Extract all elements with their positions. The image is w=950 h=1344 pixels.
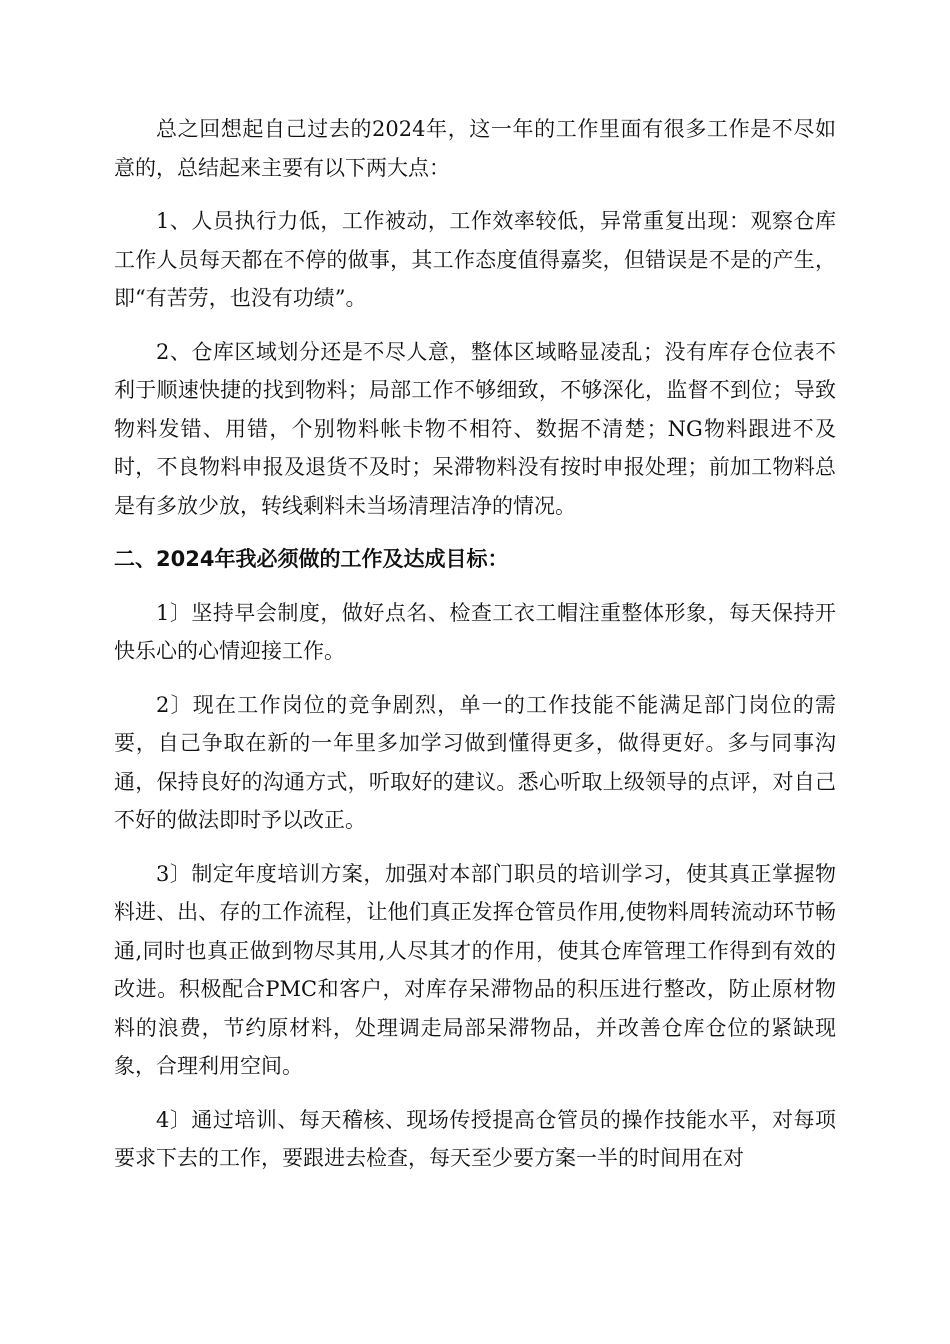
- list-item-goal-2: 2〕现在工作岗位的竞争剧烈，单一的工作技能不能满足部门岗位的需要，自己争取在新的一年里多加学习做到懂得更多，做得更好。多与同事沟通，保持良好的沟通方式，听取好的建议。悉心听取上级领导的点评，对自己不好的做法即时予以改正。: [114, 692, 836, 832]
- list-item-goal-3: 3〕制定年度培训方案，加强对本部门职员的培训学习，使其真正掌握物料进、出、存的工作流程，让他们真正发挥仓管员作用,使物料周转流动环节畅通,同时也真正做到物尽其用,人尽其才的作用，使其仓库管理工作得到有效的改进。积极配合PMC和客户，对库存呆滞物品的积压进行整改，防止原材物料的浪费，节约原材料，处理调走局部呆滞物品，并改善仓库仓位的紧缺现象，合理利用空间。: [114, 861, 836, 1078]
- paragraph-point-1: 1、人员执行力低，工作被动，工作效率较低，异常重复出现：观察仓库工作人员每天都在不停的做事，其工作态度值得嘉奖，但错误是不是的产生，即“有苦劳，也没有功绩”。: [114, 209, 836, 310]
- document-body: [114, 110, 836, 1193]
- list-item-goal-1: 1〕坚持早会制度，做好点名、检查工衣工帽注重整体形象，每天保持开快乐心的心情迎接工作。: [114, 600, 836, 663]
- paragraph-point-2: 2、仓库区域划分还是不尽人意，整体区域略显凌乱；没有库存仓位表不利于顺速快捷的找到物料；局部工作不够细致，不够深化，监督不到位；导致物料发错、用错，个别物料帐卡物不相符、数据不清楚；NG物料跟进不及时，不良物料申报及退货不及时；呆滞物料没有按时申报处理；前加工物料总是有多放少放，转线剩料未当场清理洁净的情况。: [114, 339, 836, 518]
- list-item-goal-4: 4〕通过培训、每天稽核、现场传授提高仓管员的操作技能水平，对每项要求下去的工作，要跟进去检查，每天至少要方案一半的时间用在对: [114, 1107, 836, 1170]
- section-heading: 二、2024年我必须做的工作及达成目标：: [114, 547, 509, 571]
- paragraph-summary: 总之回想起自己过去的2024年，这一年的工作里面有很多工作是不尽如意的，总结起来主要有以下两大点：: [114, 117, 836, 180]
